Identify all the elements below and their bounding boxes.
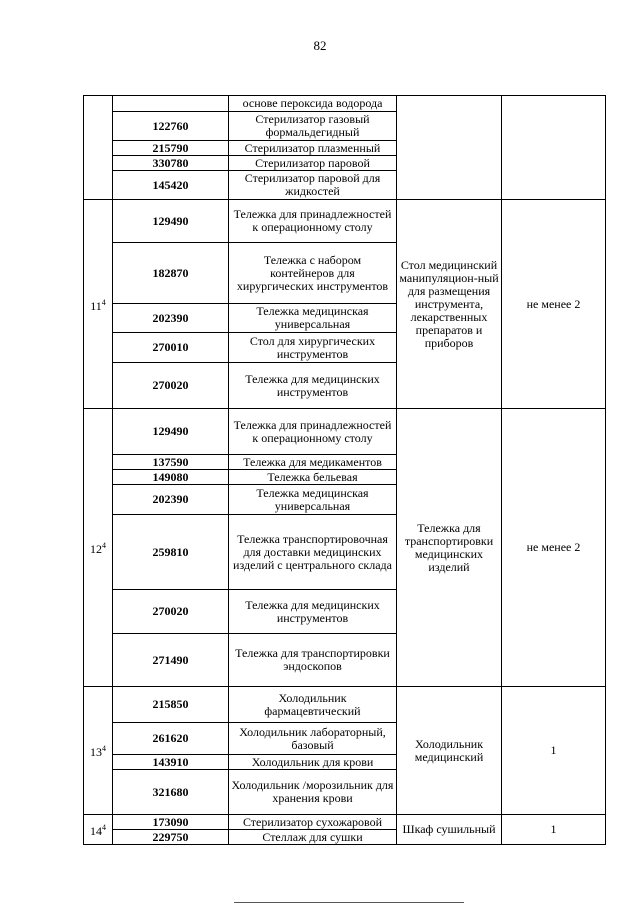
item-name: основе пероксида водорода	[229, 96, 397, 112]
item-code: 271490	[113, 634, 229, 687]
item-code: 215850	[113, 687, 229, 723]
table-row	[84, 409, 606, 455]
item-code: 122760	[113, 112, 229, 141]
item-name: Холодильник лабораторный, базовый	[229, 723, 397, 755]
table-body	[84, 96, 606, 845]
item-number-value: 13	[90, 745, 102, 759]
item-code: 129490	[113, 200, 229, 243]
item-number	[84, 409, 113, 687]
item-name: Тележка транспортировочная для доставки медицинских изделий с центрального склада	[229, 515, 397, 590]
equipment-type	[397, 96, 502, 200]
item-code: 270020	[113, 590, 229, 634]
equipment-type: Шкаф сушильный	[397, 815, 502, 845]
item-name: Холодильник /морозильник для хранения крови	[229, 770, 397, 815]
equipment-quantity: не менее 2	[502, 409, 606, 687]
item-code: 261620	[113, 723, 229, 755]
item-number-superscript: 4	[102, 541, 106, 550]
table-row	[84, 96, 606, 112]
item-number	[84, 815, 113, 845]
item-code: 182870	[113, 243, 229, 304]
item-name: Стол для хирургических инструментов	[229, 333, 397, 363]
item-code: 145420	[113, 171, 229, 200]
item-code	[113, 96, 229, 112]
item-name: Стерилизатор сухожаровой	[229, 815, 397, 830]
item-number	[84, 96, 113, 200]
equipment-quantity	[502, 96, 606, 200]
table-row	[84, 200, 606, 243]
item-number	[84, 687, 113, 815]
equipment-type: Холодильник медицинский	[397, 687, 502, 815]
item-name: Тележка для принадлежностей к операционному столу	[229, 409, 397, 455]
item-name: Тележка бельевая	[229, 470, 397, 485]
page-bottom-line	[234, 902, 464, 903]
item-code: 202390	[113, 304, 229, 333]
item-name: Тележка для медицинских инструментов	[229, 363, 397, 409]
item-code: 129490	[113, 409, 229, 455]
item-code: 215790	[113, 141, 229, 156]
table-row	[84, 687, 606, 723]
item-name: Холодильник для крови	[229, 755, 397, 770]
item-code: 143910	[113, 755, 229, 770]
item-name: Стерилизатор паровой для жидкостей	[229, 171, 397, 200]
page-number: 82	[313, 38, 327, 53]
item-name: Тележка для транспортировки эндоскопов	[229, 634, 397, 687]
item-code: 229750	[113, 830, 229, 845]
table-row	[84, 815, 606, 830]
item-name: Стерилизатор паровой	[229, 156, 397, 171]
item-name: Тележка для медикаментов	[229, 455, 397, 470]
item-number-superscript: 4	[102, 823, 106, 832]
item-name: Стерилизатор газовый формальдегидный	[229, 112, 397, 141]
equipment-quantity: 1	[502, 687, 606, 815]
equipment-type: Стол медицинский манипуляцион-ный для размещения инструмента, лекарственных препаратов и приборов	[397, 200, 502, 409]
item-code: 202390	[113, 485, 229, 515]
equipment-quantity: 1	[502, 815, 606, 845]
item-name: Холодильник фармацевтический	[229, 687, 397, 723]
equipment-table	[83, 95, 606, 845]
item-name: Стерилизатор плазменный	[229, 141, 397, 156]
item-name: Тележка для принадлежностей к операционному столу	[229, 200, 397, 243]
item-code: 330780	[113, 156, 229, 171]
equipment-type: Тележка для транспортировки медицинских изделий	[397, 409, 502, 687]
item-name: Тележка для медицинских инструментов	[229, 590, 397, 634]
item-code: 321680	[113, 770, 229, 815]
equipment-quantity: не менее 2	[502, 200, 606, 409]
item-code: 270010	[113, 333, 229, 363]
item-number-value: 14	[90, 824, 102, 838]
item-number	[84, 200, 113, 409]
item-number-superscript: 4	[101, 297, 106, 307]
item-code: 173090	[113, 815, 229, 830]
item-code: 149080	[113, 470, 229, 485]
item-name: Тележка с набором контейнеров для хирургических инструментов	[229, 243, 397, 304]
item-name: Тележка медицинская универсальная	[229, 304, 397, 333]
item-name: Тележка медицинская универсальная	[229, 485, 397, 515]
item-number-value: 11	[90, 298, 102, 313]
item-code: 270020	[113, 363, 229, 409]
item-number-value: 12	[90, 542, 102, 556]
item-code: 137590	[113, 455, 229, 470]
item-name: Стеллаж для сушки	[229, 830, 397, 845]
item-number-superscript: 4	[102, 744, 106, 753]
item-code: 259810	[113, 515, 229, 590]
